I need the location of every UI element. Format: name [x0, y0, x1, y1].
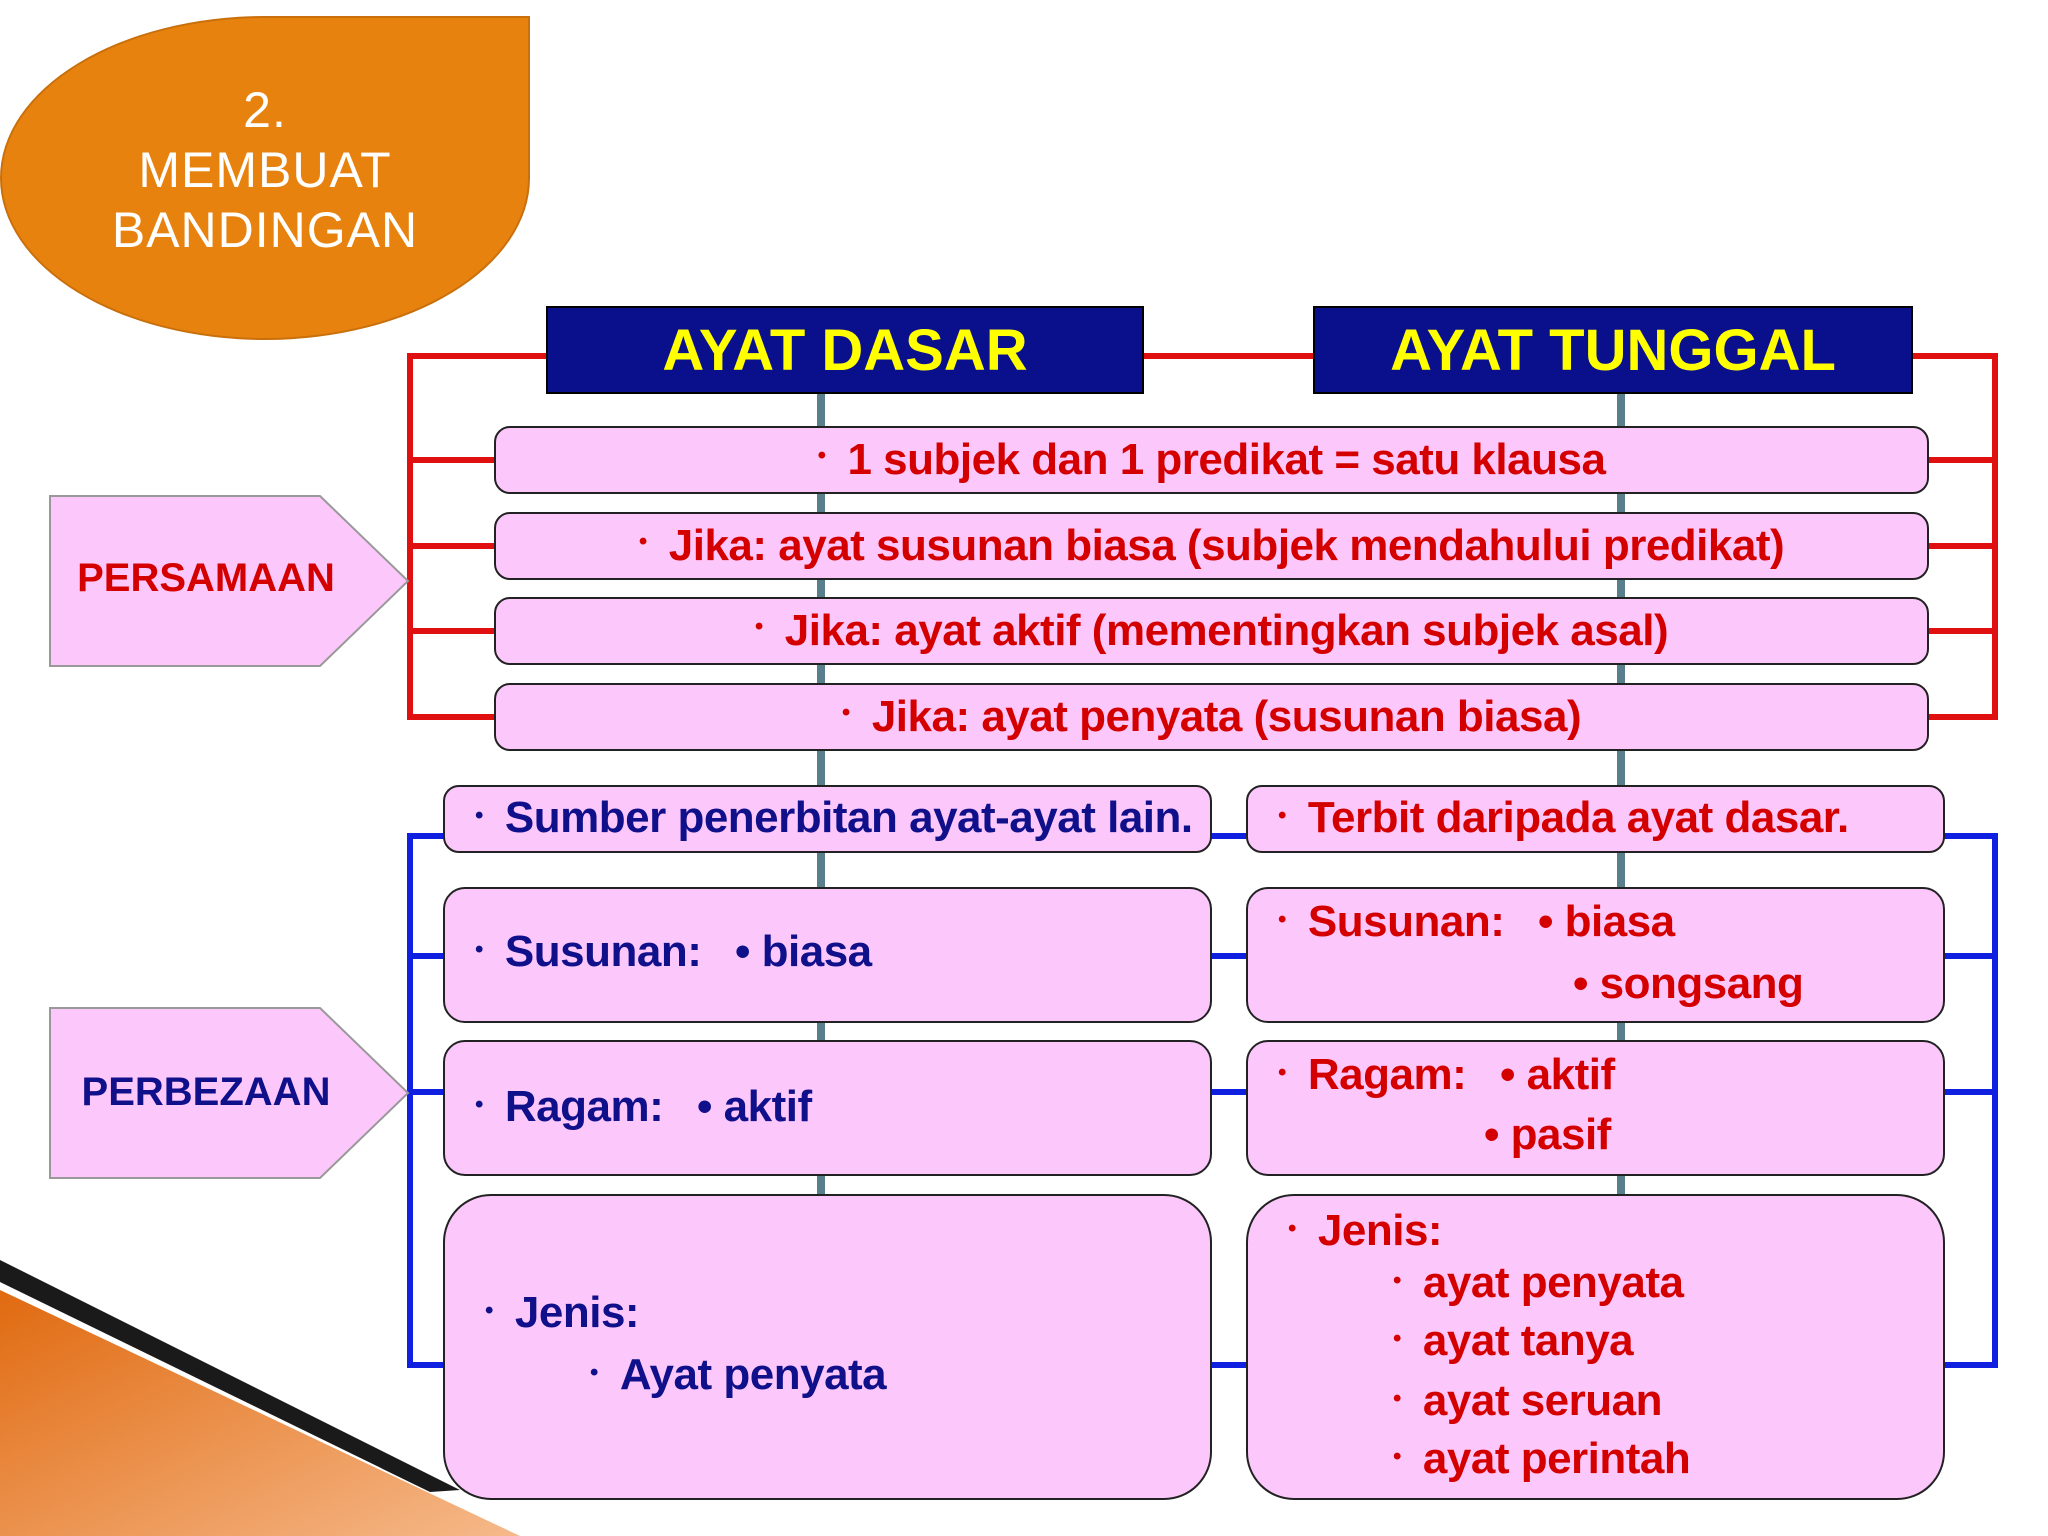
dasar-ragam-value: • aktif [697, 1082, 812, 1131]
dasar-ragam-label: Ragam: [504, 1082, 664, 1131]
dasar-susunan-value: • biasa [735, 927, 872, 976]
persamaan-item: • Jika: ayat susunan biasa (subjek mendahului predikat) [494, 512, 1929, 580]
dasar-sumber-box: • Sumber penerbitan ayat-ayat lain. [443, 785, 1212, 853]
title-line-2: BANDINGAN [111, 202, 419, 258]
persamaan-item: • Jika: ayat aktif (mementingkan subjek asal) [494, 597, 1929, 665]
header-ayat-dasar-label: AYAT DASAR [662, 317, 1028, 383]
perbezaan-label: PERBEZAAN [81, 1070, 331, 1114]
tunggal-jenis-value: ayat seruan [1422, 1376, 1662, 1425]
dasar-sumber-text: Sumber penerbitan ayat-ayat lain. [504, 793, 1193, 842]
tunggal-susunan-value: • biasa [1538, 897, 1675, 946]
dasar-jenis-label: Jenis: [514, 1288, 640, 1337]
dasar-ragam-box: • Ragam: • aktif [443, 1040, 1212, 1176]
persamaan-item: • Jika: ayat penyata (susunan biasa) [494, 683, 1929, 751]
persamaan-item-text: Jika: ayat penyata (susunan biasa) [871, 692, 1582, 741]
tunggal-susunan-value: • songsang [1573, 959, 1804, 1008]
tunggal-jenis-label: Jenis: [1317, 1206, 1443, 1255]
dasar-susunan-label: Susunan: [504, 927, 702, 976]
tunggal-sumber-box: • Terbit daripada ayat dasar. [1246, 785, 1945, 853]
header-ayat-dasar [546, 306, 1144, 394]
tunggal-susunan-label: Susunan: [1307, 897, 1505, 946]
tunggal-ragam-box: • Ragam: • aktif • pasif [1246, 1040, 1945, 1176]
persamaan-item-text: Jika: ayat susunan biasa (subjek mendahului predikat) [668, 521, 1785, 570]
title-line-1: MEMBUAT [138, 142, 392, 198]
dasar-jenis-value: Ayat penyata [619, 1350, 887, 1399]
persamaan-item-text: Jika: ayat aktif (mementingkan subjek asal) [784, 606, 1669, 655]
tunggal-jenis-value: ayat tanya [1422, 1316, 1634, 1365]
tunggal-ragam-label: Ragam: [1307, 1050, 1467, 1099]
title-number: 2. [243, 82, 287, 138]
tunggal-jenis-value: ayat perintah [1422, 1434, 1691, 1483]
tunggal-susunan-box: • Susunan: • biasa • songsang [1246, 887, 1945, 1023]
header-ayat-tunggal-label: AYAT TUNGGAL [1390, 317, 1836, 383]
tunggal-ragam-value: • pasif [1484, 1110, 1611, 1159]
persamaan-label: PERSAMAAN [77, 556, 335, 600]
header-ayat-tunggal [1313, 306, 1913, 394]
persamaan-item-text: 1 subjek dan 1 predikat = satu klausa [847, 435, 1606, 484]
dasar-jenis-box: • Jenis: • Ayat penyata [443, 1194, 1212, 1500]
persamaan-item: • 1 subjek dan 1 predikat = satu klausa [494, 426, 1929, 494]
tunggal-jenis-box: • Jenis: • ayat penyata • ayat tanya • ayat seruan • ayat perintah [1246, 1194, 1945, 1500]
slide-title [60, 80, 470, 260]
dasar-susunan-box: • Susunan: • biasa [443, 887, 1212, 1023]
tunggal-ragam-value: • aktif [1500, 1050, 1615, 1099]
tunggal-jenis-value: ayat penyata [1422, 1258, 1684, 1307]
tunggal-sumber-text: Terbit daripada ayat dasar. [1307, 793, 1849, 842]
